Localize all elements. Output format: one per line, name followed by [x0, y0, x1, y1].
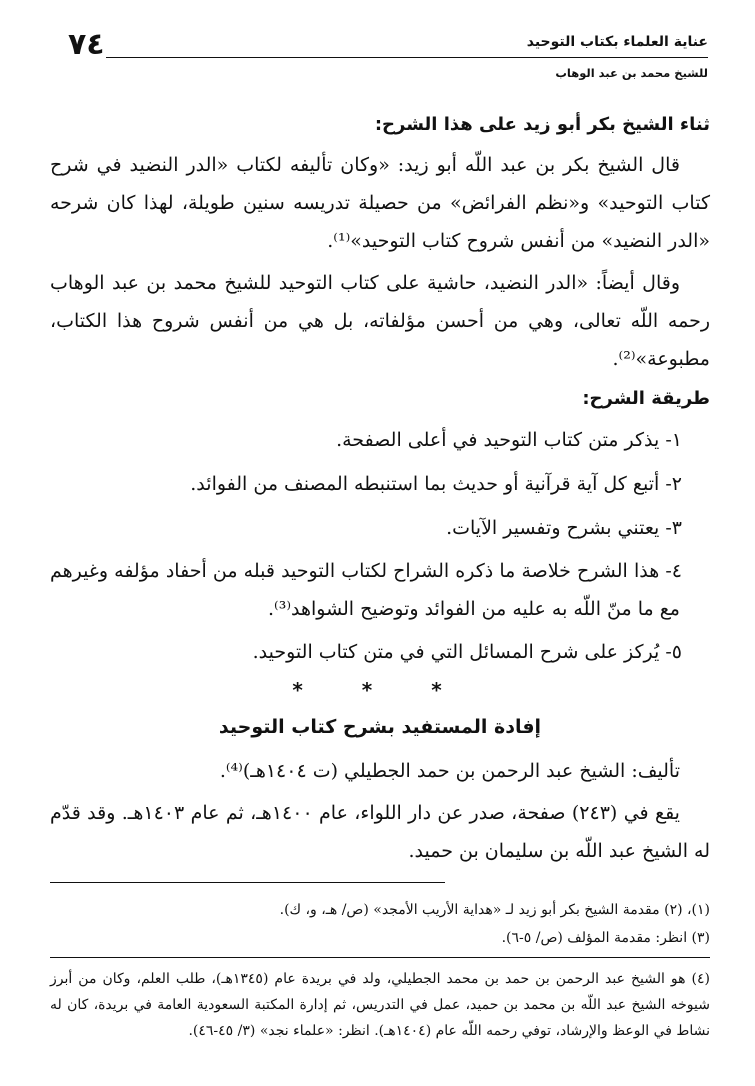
footnotes [50, 897, 710, 1044]
method-list [50, 420, 710, 672]
running-subtitle: للشيخ محمد بن عبد الوهاب [555, 66, 708, 80]
list-item: ٤- هذا الشرح خلاصة ما ذكره الشراح لكتاب التوحيد قبله من أحفاد مؤلفه وغيرهم مع ما منّ اللّه به عليه من الفوائد وتوضيح الشواهد⁽³⁾. [50, 560, 682, 620]
footnote-divider [50, 882, 445, 883]
section-heading-praise: ثناء الشيخ بكر أبو زيد على هذا الشرح: [374, 114, 710, 135]
section-separator: * * * [292, 678, 468, 702]
header-rule [106, 57, 708, 58]
paragraph-praise-2: وقال أيضاً: «الدر النضيد، حاشية على كتاب التوحيد للشيخ محمد بن عبد الوهاب رحمه اللّه تعالى، وهي من أحسن مؤلفاته، بل هي من أنفس شروح هذا الكتاب، مطبوعة»⁽²⁾. [50, 272, 710, 370]
list-item: ٢- أتبع كل آية قرآنية أو حديث بما استنبطه المصنف من الفوائد. [190, 473, 682, 495]
list-item: ٣- يعتني بشرح وتفسير الآيات. [446, 517, 682, 539]
footnote: (٤) هو الشيخ عبد الرحمن بن حمد بن محمد الجطيلي، ولد في بريدة عام (١٣٤٥هـ)، طلب العلم، وكان من أبرز شيوخه الشيخ عبد اللّه بن محمد بن حميد، عمل في التدريس، ثم إدارة المكتبة السعودية العامة في بريدة، كان له نشاط في الوعظ والإرشاد، توفي رحمه اللّه عام (١٤٠٤هـ). انظر: «علماء نجد» (٣/ ٤٥-٤٦). [50, 957, 710, 1044]
running-title: عناية العلماء بكتاب التوحيد [526, 34, 708, 50]
author-line: تأليف: الشيخ عبد الرحمن بن حمد الجطيلي (ت ١٤٠٤هـ)⁽⁴⁾. [219, 760, 680, 782]
book-details: يقع في (٢٤٣) صفحة، صدر عن دار اللواء، عام ١٤٠٠هـ، ثم عام ١٤٠٣هـ. وقد قدّم له الشيخ عبد اللّه بن سليمان بن حميد. [50, 802, 710, 862]
footnote: (٣) انظر: مقدمة المؤلف (ص/ ٥-٦). [501, 930, 710, 946]
list-item: ١- يذكر متن كتاب التوحيد في أعلى الصفحة. [336, 429, 682, 451]
section-heading-method: طريقة الشرح: [582, 388, 710, 409]
page-number: ٧٤ [68, 27, 105, 62]
list-item: ٥- يُركز على شرح المسائل التي في متن كتاب التوحيد. [252, 641, 682, 663]
page-header [68, 28, 708, 94]
book-title: إفادة المستفيد بشرح كتاب التوحيد [218, 716, 542, 738]
paragraph-praise-1: قال الشيخ بكر بن عبد اللّه أبو زيد: «وكان تأليفه لكتاب «الدر النضيد في شرح كتاب التوحيد» و«نظم الفرائض» من حصيلة تدريسه سنين طويلة، لهذا كان شرحه «الدر النضيد» من أنفس شروح كتاب التوحيد»⁽¹⁾. [50, 154, 710, 252]
footnote: (١)، (٢) مقدمة الشيخ بكر أبو زيد لـ «هداية الأريب الأمجد» (ص/ هـ، و، ك). [279, 902, 710, 918]
page-body [50, 108, 710, 1046]
